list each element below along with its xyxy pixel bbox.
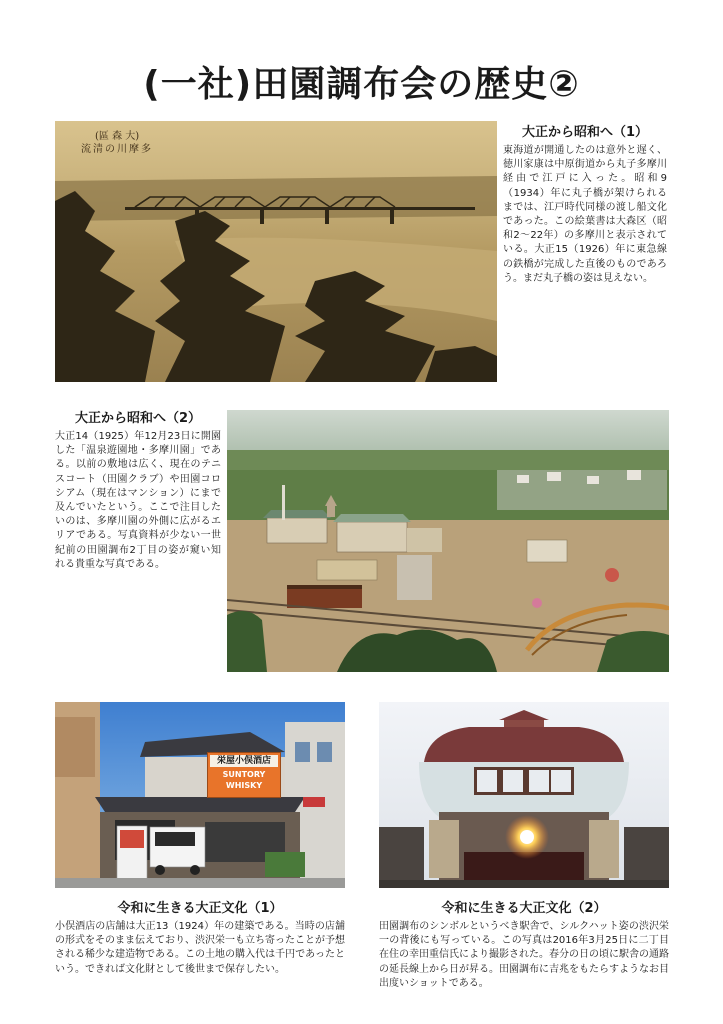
denenchofu-station-photo (379, 702, 669, 888)
postcard-caption-top: (區 森 大) (95, 131, 140, 142)
section1-heading: 大正から昭和へ（1） (521, 125, 649, 140)
section4-heading: 令和に生きる大正文化（2） (441, 901, 607, 916)
section2-body: 大正14（1925）年12月23日に開園した「温泉遊園地・多摩川園」である。以前の敷地は広く、現在のテニスコート（田園クラブ）や田園コロシアム（現在はマンション）にまで及んでいたという。ここで注目したいのは、多摩川園の外側に広がるエリアである。写真資料が少ない一世紀前の田園調布2丁目の姿が窺い知れる貴重な写真である。 (55, 431, 221, 570)
shop-sign-sub1: SUNTORY (222, 770, 266, 779)
section4-text-block (379, 897, 669, 991)
shop-sign-main: 栄屋小俣酒店 (210, 755, 278, 767)
section2-heading: 大正から昭和へ（2） (74, 411, 202, 426)
page-title: (一社)田園調布会の歴史② (143, 64, 580, 105)
postcard-caption-bottom: 流清の川摩多 (81, 144, 153, 155)
shop-sign (207, 752, 281, 798)
section4-body: 田園調布のシンボルというべき駅舎で、シルクハット姿の渋沢栄一の背後にも写っている。この写真は2016年3月25日に二丁目在住の幸田重信氏により撮影された。春分の日の頃に駅舎の通路の延長線上から日が昇る。田園調布に吉兆をもたらすようなお目出度いショットである。 (379, 921, 669, 989)
omata-sake-shop-photo (55, 702, 345, 888)
section1-body: 東海道が開通したのは意外と遅く、徳川家康は中原街道から丸子多摩川経由で江戸に入った。昭和9（1934）年に丸子橋が架けられるまでは、江戸時代同様の渡し船文化であった。この絵葉書は大森区（昭和2〜22年）の多摩川と表示されている。大正15（1926）年に東急線の鉄橋が完成した直後のものであろう。まだ丸子橋の姿は見えない。 (503, 145, 667, 284)
tamagawa-postcard-photo (55, 121, 497, 382)
shop-sign-sub2: WHISKY (225, 781, 263, 790)
section2-text-block (55, 407, 221, 572)
section3-heading: 令和に生きる大正文化（1） (117, 901, 283, 916)
section3-body: 小俣酒店の店舗は大正13（1924）年の建築である。当時の店舗の形式をそのまま伝えており、渋沢栄一も立ち寄ったことが予想される稀少な建造物である。この土地の購入代は千円であったという。できれば文化財として後世まで保存したい。 (55, 921, 345, 975)
section1-text-block (503, 121, 667, 286)
tamagawaen-amusement-park-photo (227, 410, 669, 672)
section3-text-block (55, 897, 345, 977)
